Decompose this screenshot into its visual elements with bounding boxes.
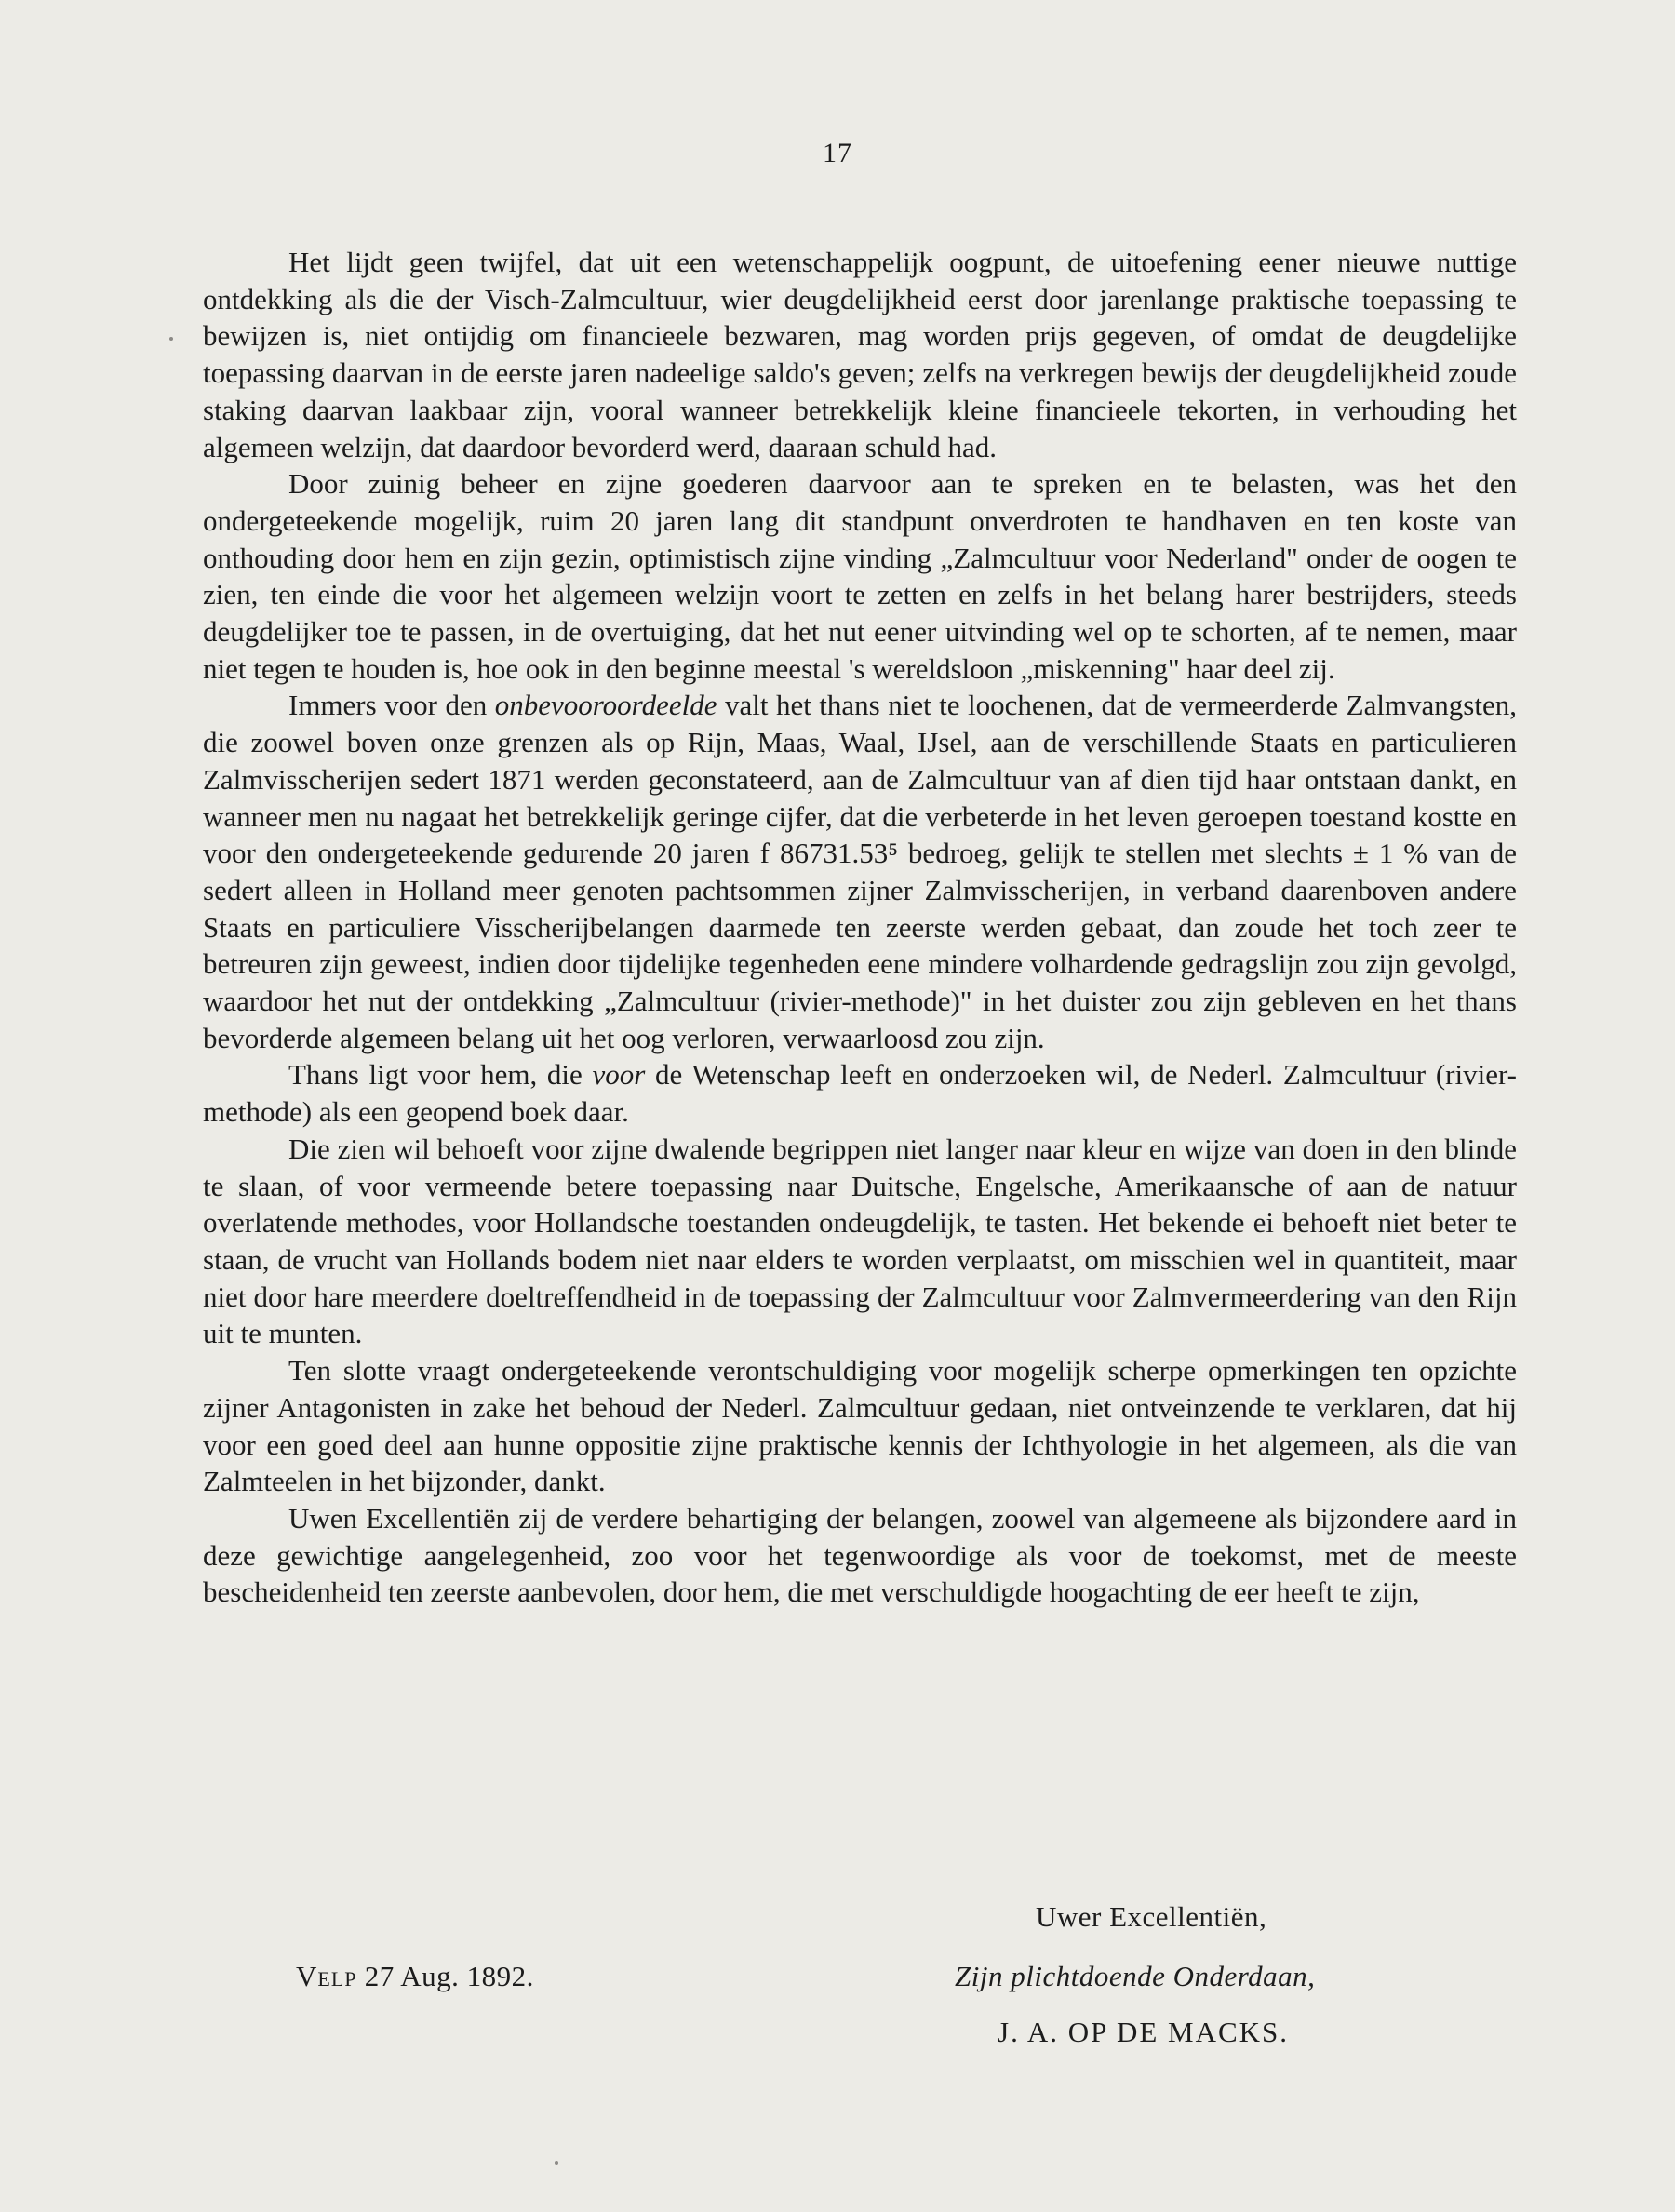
- paragraph-3-rest: valt het thans niet te loochenen, dat de vermeerderde Zalmvangsten, die zoowel boven onze grenzen als op Rijn, Maas, Waal, IJsel, aan de verschillende Staats en particulieren Zalmvisscherijen sedert 1871 werden geconstateerd, aan de Zalmcultuur van af dien tijd haar ontstaan dankt, en wanneer men nu nagaat het betrekkelijk geringe cijfer, dat die verbeterde in het leven geroepen toestand kostte en voor den ondergeteekende gedurende 20 jaren f 86731.53⁵ bedroeg, gelijk te stellen met slechts ± 1 % van de sedert alleen in Holland meer genoten pachtsommen zijner Zalmvisscherijen, in verband daarenboven andere Staats en particuliere Visscherijbelangen daarmede ten zeerste werden gebaat, dan zoude het toch zeer te betreuren zijn geweest, indien door tijdelijke tegenheden eene mindere volhardende gedragslijn zou zijn gevolgd, waardoor het nut der ontdekking „Zalmcultuur (rivier-methode)" in het duister zou zijn gebleven en het thans bevorderde algemeen belang uit het oog verloren, verwaarloosd zou zijn.: [203, 689, 1517, 1054]
- paragraph-4: [203, 1056, 1517, 1130]
- letter-body: [203, 244, 1517, 1611]
- paragraph-4-start: Thans ligt voor hem, die: [288, 1058, 593, 1092]
- paragraph-3: [203, 687, 1517, 1056]
- paragraph-1: Het lijdt geen twijfel, dat uit een wetenschappelijk oogpunt, de uitoefening eener nieuwe nuttige ontdekking als die der Visch-Zalmcultuur, wier deugdelijkheid eerst door jarenlange praktische toepassing te bewijzen is, niet ontijdig om financieele bezwaren, mag worden prijs gegeven, of omdat de deugdelijke toepassing daarvan in de eerste jaren nadeelige saldo's geven; zelfs na verkregen bewijs der deugdelijkheid zoude staking daarvan laakbaar zijn, vooral wanneer betrekkelijk kleine financieele tekorten, in verhouding het algemeen welzijn, dat daardoor bevorderd werd, daaraan schuld had.: [203, 246, 1517, 463]
- paragraph-3-start: Immers voor den: [288, 689, 495, 722]
- signature: J. A. OP DE MACKS.: [998, 2016, 1290, 2048]
- closing-servant-line: Zijn plichtdoende Onderdaan,: [955, 1960, 1316, 1992]
- letter-closing: [203, 1900, 1517, 2086]
- paper-speck: [169, 337, 173, 341]
- italic-word: voor: [592, 1058, 646, 1092]
- date: 27 Aug. 1892.: [364, 1960, 534, 1992]
- paragraph-2: Door zuinig beheer en zijne goederen daarvoor aan te spreken en te belasten, was het den ondergeteekende mogelijk, ruim 20 jaren lang dit standpunt onverdroten te handhaven en ten koste van onthouding door hem en zijn gezin, optimistisch zijne vinding „Zalmcultuur voor Nederland" onder de oogen te zien, ten einde die voor het algemeen welzijn voort te zetten en zelfs in het belang harer bestrijders, steeds deugdelijker toe te passen, in de overtuiging, dat het nut eener uitvinding wel op te schorten, af te nemen, maar niet tegen te houden is, hoe ook in den beginne meestal 's wereldsloon „miskenning" haar deel zij.: [203, 467, 1517, 685]
- closing-salutation: Uwer Excellentiën,: [1036, 1900, 1267, 1933]
- place-and-date: [296, 1960, 534, 1993]
- place: Velp: [296, 1960, 357, 1992]
- paragraph-7: Uwen Excellentiën zij de verdere behartiging der belangen, zoowel van algemeene als bijzondere aard in deze gewichtige aangelegenheid, zoo voor het tegenwoordige als voor de toekomst, met de meeste bescheidenheid ten zeerste aanbevolen, door hem, die met verschuldigde hoogachting de eer heeft te zijn,: [203, 1501, 1517, 1609]
- paragraph-4-rest: de Wetenschap leeft en onderzoeken wil, de Nederl. Zalmcultuur (rivier-methode) als een geopend boek daar.: [203, 1058, 1517, 1129]
- page-number: 17: [823, 138, 852, 168]
- paper-speck: [555, 2161, 558, 2165]
- paragraph-5: Die zien wil behoeft voor zijne dwalende begrippen niet langer naar kleur en wijze van doen in den blinde te slaan, of voor vermeende betere toepassing naar Duitsche, Engelsche, Amerikaansche of aan de natuur overlatende methodes, voor Hollandsche toestanden ondeugdelijk, te tasten. Het bekende ei behoeft niet beter te staan, de vrucht van Hollands bodem niet naar elders te worden verplaatst, om misschien wel in quantiteit, maar niet door hare meerdere doeltreffendheid in de toepassing der Zalmcultuur voor Zalmvermeerdering van den Rijn uit te munten.: [203, 1132, 1517, 1350]
- italic-word: onbevooroordeelde: [494, 689, 717, 722]
- paragraph-6: Ten slotte vraagt ondergeteekende verontschuldiging voor mogelijk scherpe opmerkingen ten opzichte zijner Antagonisten in zake het behoud der Nederl. Zalmcultuur gedaan, niet ontveinzende te verklaren, dat hij voor een goed deel aan hunne oppositie zijne praktische kennis der Ichthyologie in het algemeen, als die van Zalmteelen in het bijzonder, dankt.: [203, 1354, 1517, 1498]
